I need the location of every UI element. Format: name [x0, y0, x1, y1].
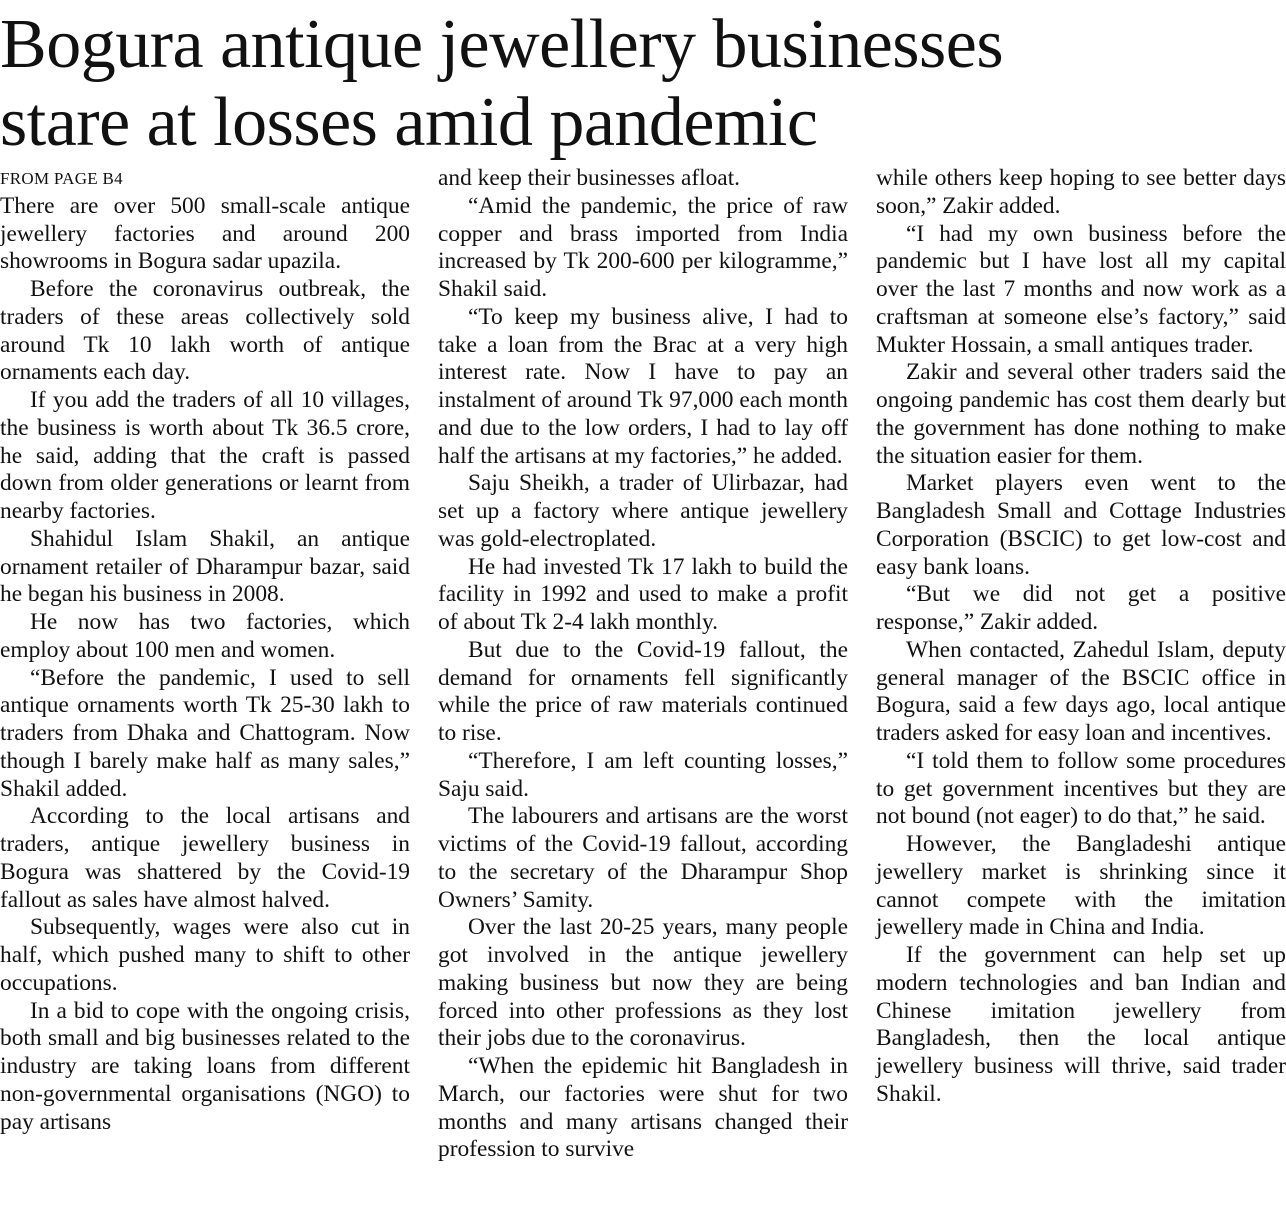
paragraph: He now has two factories, which employ about 100 men and women.	[0, 609, 410, 663]
paragraph: “I told them to follow some procedures to get government incentives but they are not bound (not eager) to do that,” he said.	[876, 747, 1286, 830]
paragraph: If you add the traders of all 10 villages, the business is worth about Tk 36.5 crore, he said, adding that the craft is passed down from older generations or learnt from nearby factories.	[0, 387, 410, 524]
paragraph: In a bid to cope with the ongoing crisis, both small and big businesses related to the industry are taking loans from different non-governmental organisations (NGO) to pay artisans	[0, 997, 410, 1135]
paragraph: “I had my own business before the pandemic but I have lost all my capital over the last 7 months and now work as a craftsman at someone else’s factory,” said Mukter Hossain, a small antiques trader.	[876, 220, 1286, 358]
paragraph: “When the epidemic hit Bangladesh in March, our factories were shut for two months and many artisans changed their profession to survive	[438, 1053, 848, 1163]
paragraph: According to the local artisans and traders, antique jewellery business in Bogura was shattered by the Covid-19 fallout as sales have almost halved.	[0, 803, 410, 913]
paragraph: Market players even went to the Bangladesh Small and Cottage Industries Corporation (BSCIC) to get low-cost and easy bank loans.	[876, 470, 1286, 580]
paragraph: Over the last 20-25 years, many people got involved in the antique jewellery making business but now they are being forced into other professions as they lost their jobs due to the coronavirus.	[438, 914, 848, 1052]
paragraph: Zakir and several other traders said the ongoing pandemic has cost them dearly but the government has done nothing to make the situation easier for them.	[876, 359, 1286, 469]
article-headline	[0, 6, 1280, 162]
paragraph: while others keep hoping to see better days soon,” Zakir added.	[876, 165, 1286, 219]
article-column-1	[0, 165, 410, 1136]
paragraph: and keep their businesses afloat.	[438, 165, 741, 191]
paragraph: He had invested Tk 17 lakh to build the facility in 1992 and used to make a profit of about Tk 2-4 lakh monthly.	[438, 553, 848, 635]
paragraph: “Therefore, I am left counting losses,” Saju said.	[438, 747, 848, 802]
article-column-2	[438, 165, 848, 1164]
paragraph: “To keep my business alive, I had to take a loan from the Brac at a very high interest rate. Now I have to pay an instalment of around Tk 97,000 each month and due to the low orders, I had to lay off half the artisans at my factories,” he added.	[438, 303, 848, 469]
paragraph: There are over 500 small-scale antique jewellery factories and around 200 showrooms in Bogura sadar upazila.	[0, 192, 410, 275]
paragraph: “Before the pandemic, I used to sell antique ornaments worth Tk 25-30 lakh to traders from Dhaka and Chattogram. Now though I barely make half as many sales,” Shakil added.	[0, 664, 410, 802]
paragraph: The labourers and artisans are the worst victims of the Covid-19 fallout, according to the secretary of the Dharampur Shop Owners’ Samity.	[438, 803, 848, 913]
paragraph: “But we did not get a positive response,” Zakir added.	[876, 581, 1286, 635]
paragraph: But due to the Covid-19 fallout, the demand for ornaments fell significantly while the price of raw materials continued to rise.	[438, 636, 848, 746]
paragraph: Saju Sheikh, a trader of Ulirbazar, had set up a factory where antique jewellery was gold-electroplated.	[438, 470, 848, 552]
paragraph: If the government can help set up modern technologies and ban Indian and Chinese imitation jewellery from Bangladesh, then the local antique jewellery business will thrive, said trader Shakil.	[876, 942, 1286, 1107]
continuation-kicker: FROM PAGE B4	[0, 169, 123, 188]
paragraph: However, the Bangladeshi antique jewellery market is shrinking since it cannot compete with the imitation jewellery made in China and India.	[876, 831, 1286, 941]
paragraph: “Amid the pandemic, the price of raw copper and brass imported from India increased by Tk 200-600 per kilogramme,” Shakil said.	[438, 192, 848, 302]
paragraph: Subsequently, wages were also cut in half, which pushed many to shift to other occupations.	[0, 914, 410, 996]
paragraph: Before the coronavirus outbreak, the traders of these areas collectively sold around Tk 10 lakh worth of antique ornaments each day.	[0, 276, 410, 386]
article-column-3	[876, 165, 1286, 1109]
paragraph: Shahidul Islam Shakil, an antique ornament retailer of Dharampur bazar, said he began his business in 2008.	[0, 525, 410, 608]
paragraph: When contacted, Zahedul Islam, deputy general manager of the BSCIC office in Bogura, said a few days ago, local antique traders asked for easy loan and incentives.	[876, 636, 1286, 746]
headline-line-1: Bogura antique jewellery businesses	[0, 6, 1004, 83]
headline-line-2: stare at losses amid pandemic	[0, 84, 818, 161]
